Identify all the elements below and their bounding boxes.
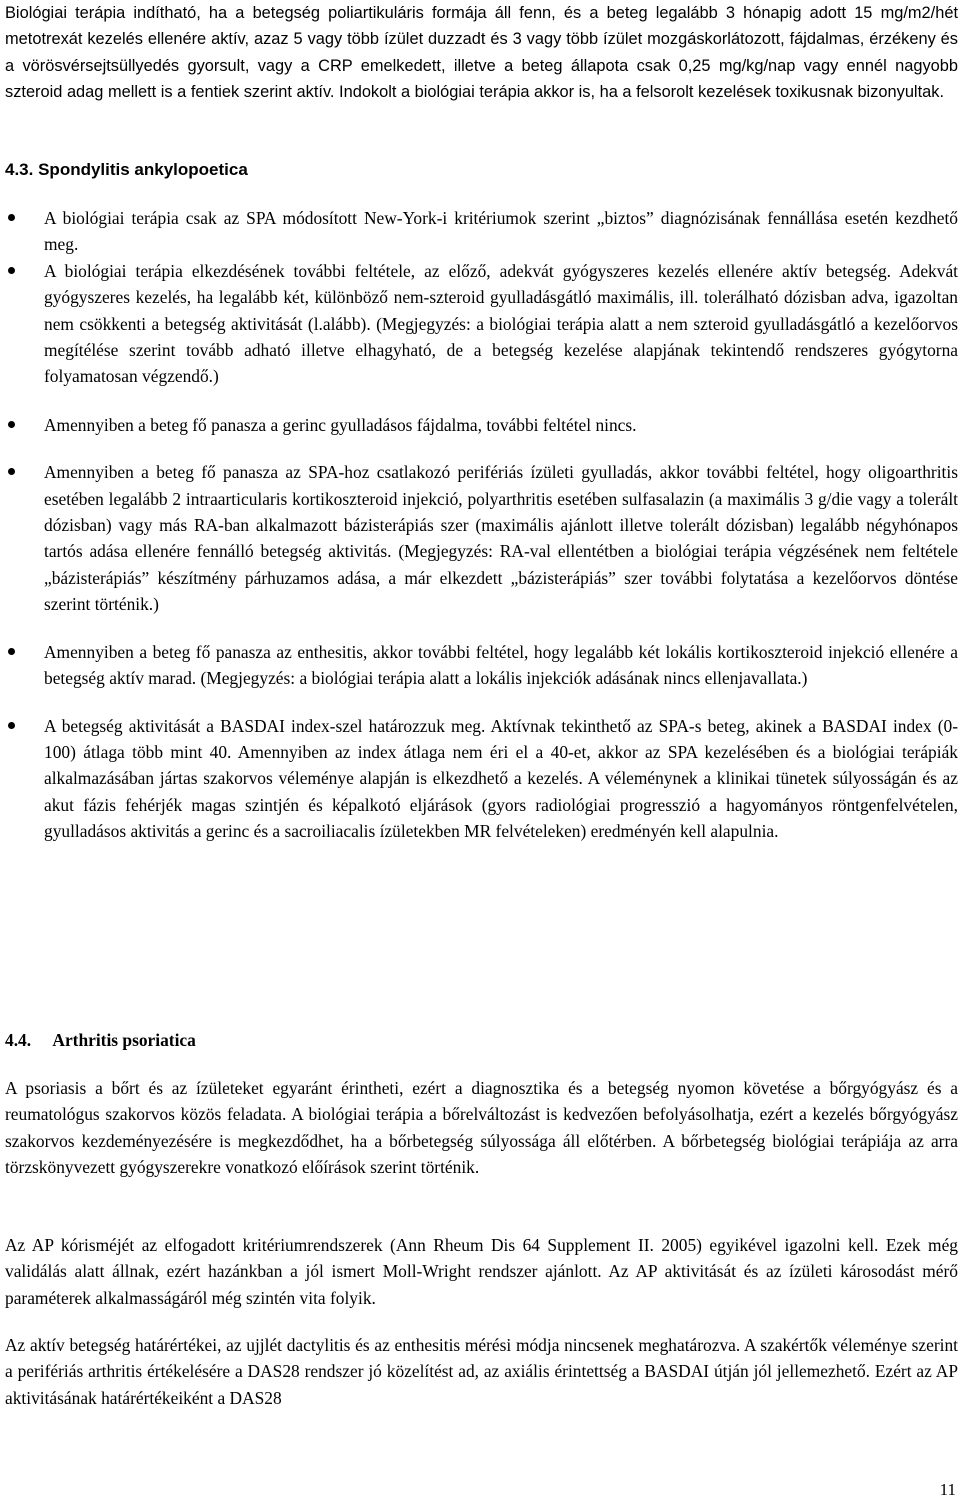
section-number: 4.4. (5, 1030, 32, 1050)
intro-text: Biológiai terápia indítható, ha a betegség poliartikuláris formája áll fenn, és a beteg legalább 3 hónapig adott 15 mg/m2/hét metotrexát kezelés ellenére aktív, azaz 5 vagy több ízület duzzadt és 3 vagy több ízület mozgáskorlátozott, fájdalmas, érzékeny és a vörösvérsejtsüllyedés gyorsult, vagy a CRP emelkedett, illetve a beteg állapota csak 0,25 mg/kg/nap vagy ennél nagyobb szteroid adag mellett is a fentiek szerint aktív. Indokolt a biológiai terápia akkor is, ha a felsorolt kezelések toxikusnak bizonyultak. (5, 4, 958, 101)
section-heading-4-4 (5, 1027, 196, 1053)
page-number: 11 (939, 1480, 956, 1499)
list-item (0, 639, 958, 692)
bullet-text: A biológiai terápia csak az SPA módosított New-York-i kritériumok szerint „biztos” diagnózisának fennállása esetén kezdhető meg. (44, 208, 958, 255)
list-item (0, 713, 958, 845)
section-heading-4-3 (5, 157, 248, 183)
criteria-bullet-list (0, 205, 958, 845)
list-item (0, 459, 958, 617)
list-item (0, 205, 958, 258)
bullet-icon (8, 468, 15, 475)
bullet-text: A biológiai terápia elkezdésének további feltétele, az előző, adekvát gyógyszeres kezelés ellenére aktív betegség. Adekvát gyógyszeres kezelés, ha legalább két, különböző nem-szteroid gyulladásgátló maximális, ill. tolerálható dózisban adva, igazoltan nem csökkenti a betegség aktivitását (l.alább). (Megjegyzés: a biológiai terápia alatt a nem szteroid gyulladásgátló a kezelőorvos megítélése szerint tovább adható illetve elhagyható, de a betegség kezelése alapjának tekintendő rendszeres gyógytorna folyamatosan végzendő.) (44, 260, 958, 387)
bullet-text: A betegség aktivitását a BASDAI index-szel határozzuk meg. Aktívnak tekinthető az SPA-s beteg, akinek a BASDAI index (0-100) átlaga több mint 40. Amennyiben az index átlaga nem éri el a 40-et, akkor az SPA kezelésében és a biológiai terápiák alkalmazásában jártas szakorvos véleménye alapján is elkezdhető a kezelés. A véleménynek a klinikai tünetek súlyosságán és az akut fázis fehérjék magas szintjén és képalkotó eljárások (gyors radiológiai progresszió a hagyományos röntgenfelvételen, gyulladásos aktivitás a gerinc és a sacroiliacalis ízületekben MR felvételeken) eredményén kell alapulnia. (44, 715, 958, 842)
bullet-icon (8, 648, 15, 655)
bullet-text: Amennyiben a beteg fő panasza az enthesitis, akkor további feltétel, hogy legalább két lokális kortikoszteroid injekció ellenére a betegség aktív marad. (Megjegyzés: a biológiai terápia alatt a lokális injekciók adásának nincs ellenjavallata.) (44, 641, 958, 689)
section-number: 4.3. (5, 160, 34, 179)
bullet-icon (8, 722, 15, 729)
list-item (0, 258, 958, 390)
bullet-text: Amennyiben a beteg fő panasza az SPA-hoz csatlakozó perifériás ízületi gyulladás, akkor további feltétel, hogy oligoarthritis esetében legalább 2 intraarticularis kortikoszteroid injekció, polyarthritis esetében sulfasalazin (a maximális 3 g/die vagy a tolerált dózisban) vagy más RA-ban alkalmazott bázisterápiás szer (maximális ajánlott illetve tolerált dózisban) legalább négyhónapos tartós adása ellenére fennálló betegség aktivitás. (Megjegyzés: RA-val ellentétben a biológiai terápia végzésének nem feltétele „bázisterápiás” készítmény párhuzamos adása, a már elkezdett „bázisterápiás” szer további folytatása a kezelőorvos döntése szerint történik.) (44, 462, 958, 615)
body-paragraph: Az aktív betegség határértékei, az ujjlét dactylitis és az enthesitis mérési módja nincsenek meghatározva. A szakértők véleménye szerint a perifériás arthritis értékelésére a DAS28 rendszer jó közelítést ad, az axiális érintettség a BASDAI útján jól jellemezhető. Ezért az AP aktivitásának határértékeiként a DAS28 (5, 1335, 958, 1408)
bullet-icon (8, 267, 15, 274)
section-title: Arthritis psoriatica (52, 1030, 196, 1050)
bullet-icon (8, 214, 15, 221)
intro-paragraph (5, 0, 958, 105)
bullet-icon (8, 421, 15, 428)
body-paragraph: Az AP kórisméjét az elfogadott kritériumrendszerek (Ann Rheum Dis 64 Supplement II. 2005) egyikével igazolni kell. Ezek még validálás alatt állnak, ezért hazánkban a jól ismert Moll-Wright rendszer ajánlott. Az AP aktivitását és az ízületi károsodást mérő paraméterek alkalmasságáról még szintén vita folyik. (5, 1235, 958, 1308)
bullet-text: Amennyiben a beteg fő panasza a gerinc gyulladásos fájdalma, további feltétel nincs. (44, 414, 637, 435)
section-title: Spondylitis ankylopoetica (38, 160, 248, 179)
list-item (0, 412, 958, 438)
body-paragraph: A psoriasis a bőrt és az ízületeket egyaránt érintheti, ezért a diagnosztika és a betegség nyomon követése a bőrgyógyász és a reumatológus szakorvos közös feladata. A biológiai terápia a bőrelváltozást is kedvezően befolyásolhatja, ezért a kezelés bőrgyógyász szakorvos kezdeményezésére is megkezdődhet, ha a bőrbetegség súlyossága áll előtérben. A bőrbetegség biológiai terápiája az arra törzskönyvezett gyógyszerekre vonatkozó előírások szerint történik. (5, 1078, 958, 1178)
